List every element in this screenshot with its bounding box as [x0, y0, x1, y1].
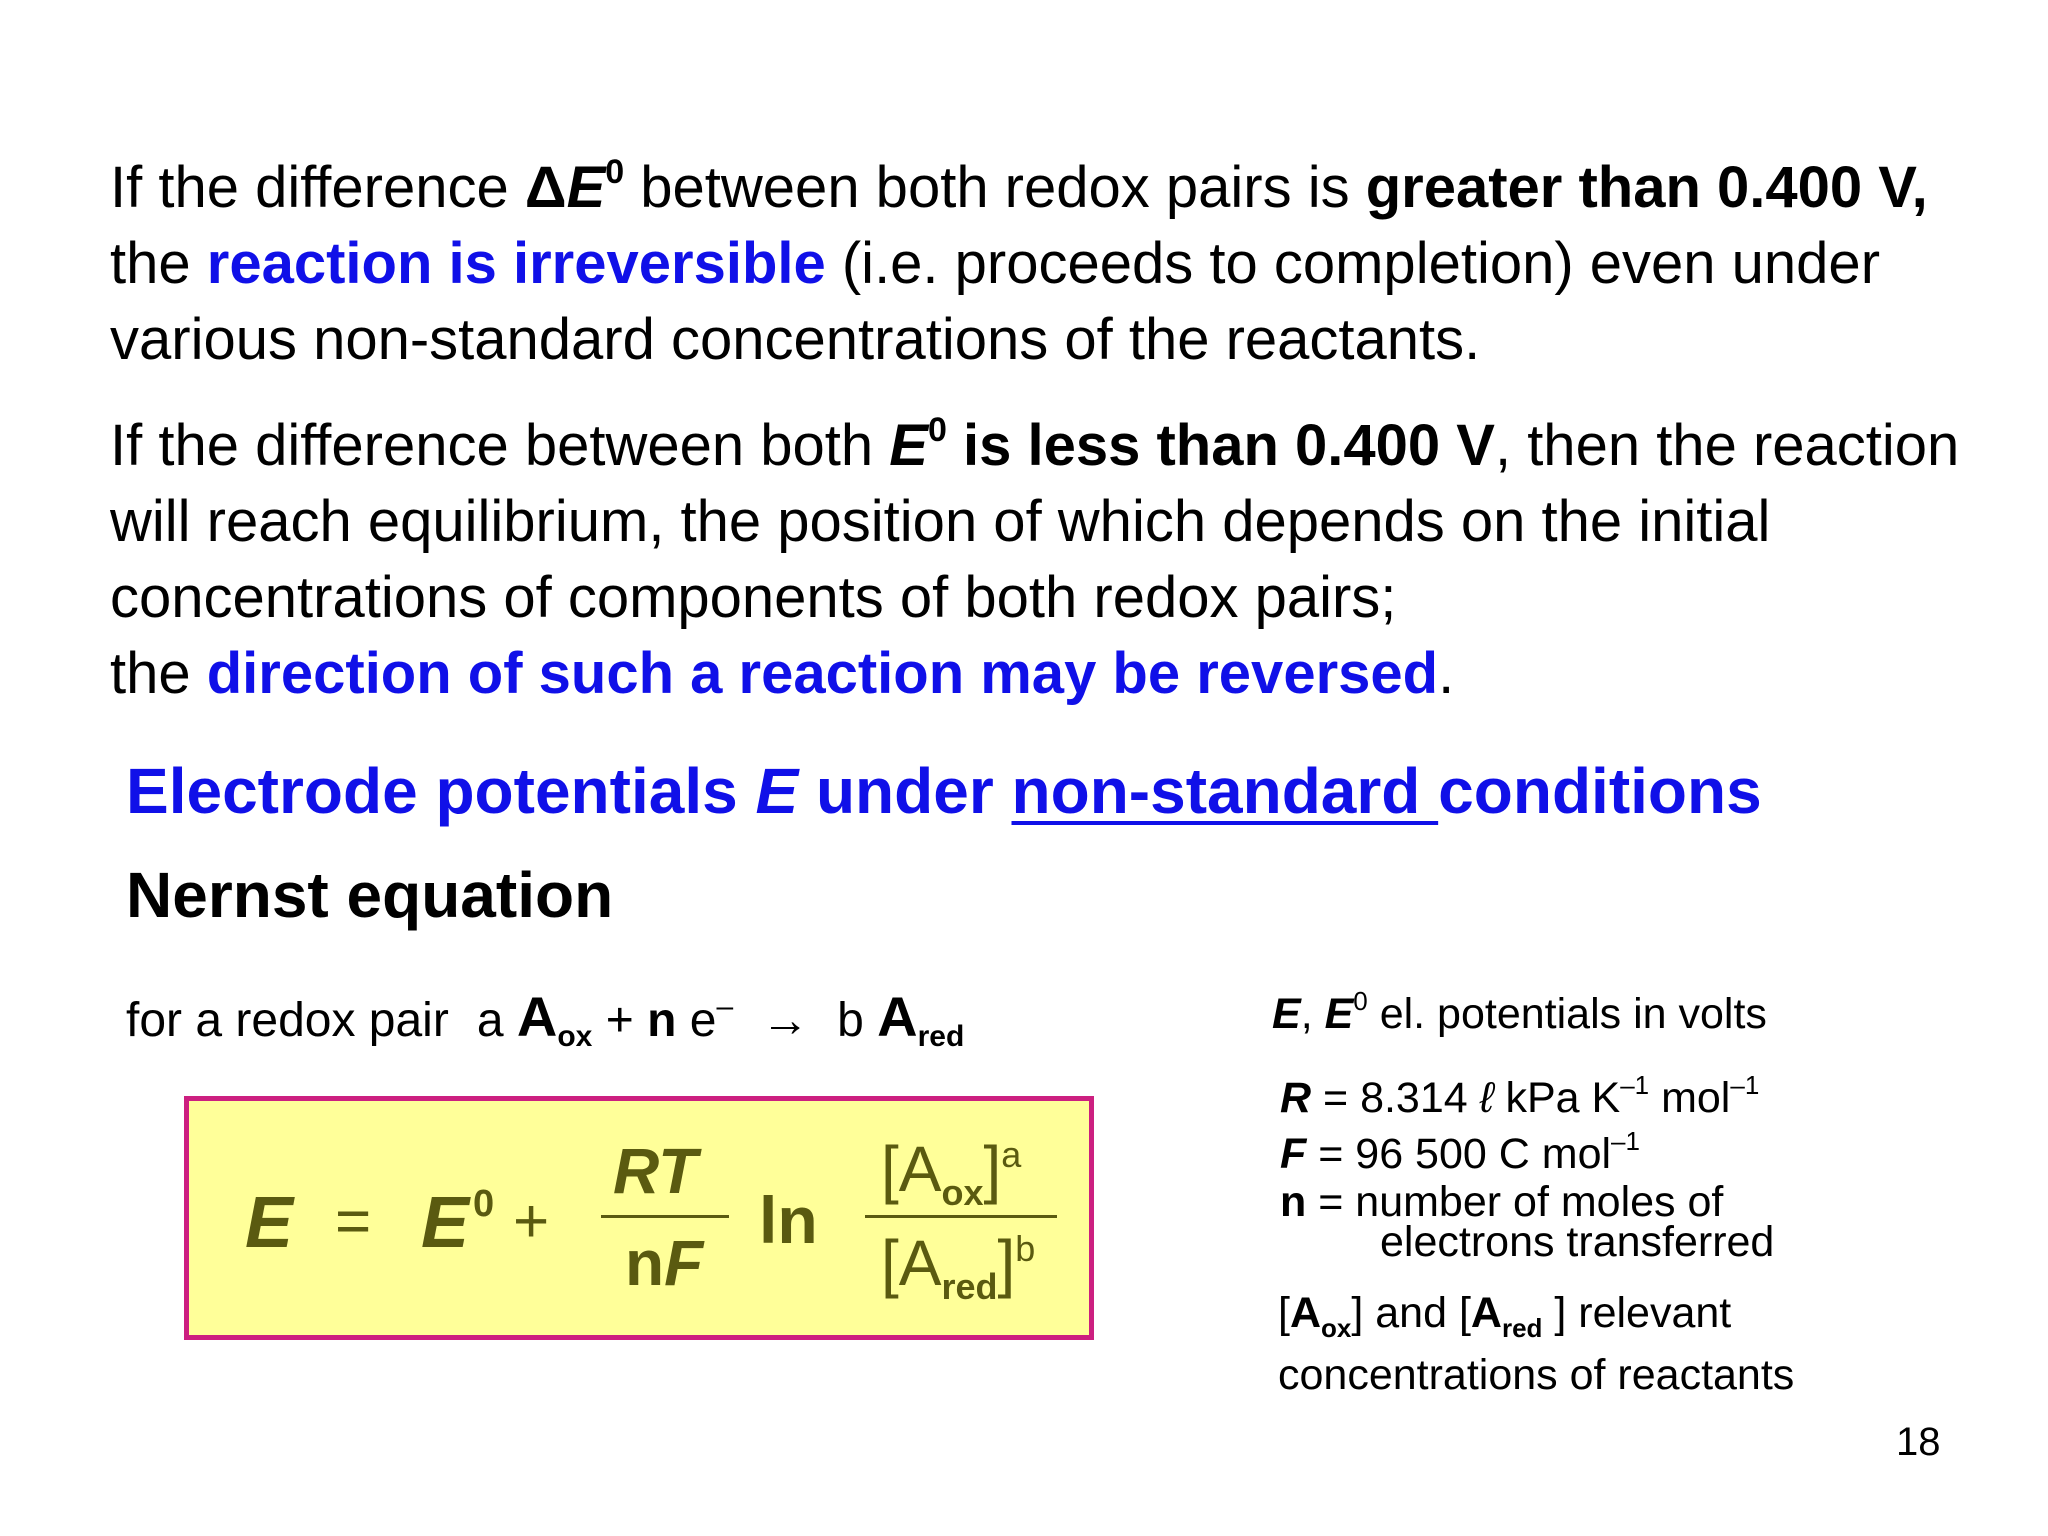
liter-symbol: ℓ: [1479, 1074, 1494, 1122]
p2-text-a: If the difference between both: [110, 413, 890, 478]
legend-comma: ,: [1300, 990, 1313, 1038]
legend-r-exp: –1: [1620, 1070, 1650, 1100]
legend-e: E: [1272, 990, 1301, 1038]
legend-n-text: = number of moles of: [1306, 1178, 1724, 1226]
formula-e: E: [245, 1183, 294, 1263]
p1-highlight: reaction is irreversible: [206, 231, 826, 296]
legend-n-symbol: n: [1280, 1178, 1307, 1226]
formula-plus: +: [513, 1187, 550, 1256]
num-bracket: [A: [881, 1133, 942, 1205]
conc-mid: ] and [: [1351, 1289, 1471, 1337]
coef-b: b: [837, 994, 864, 1047]
legend-zero: 0: [1353, 986, 1368, 1016]
formula-equals: =: [335, 1187, 372, 1256]
redox-lead: for a redox pair: [126, 994, 449, 1047]
legend-f-symbol: F: [1280, 1130, 1307, 1178]
conc-sub-ox: ox: [1321, 1313, 1352, 1343]
paragraph-irreversible: [110, 134, 2010, 378]
electron-charge: –: [716, 990, 734, 1023]
coef-a: a: [476, 994, 504, 1047]
conc-line2: concentrations of reactants: [1278, 1351, 1795, 1399]
legend-concentrations: [1278, 1282, 1794, 1406]
delta-symbol: Δ: [524, 155, 567, 220]
formula-n: n: [625, 1227, 665, 1299]
superscript-zero: 0: [605, 153, 625, 191]
fraction-bar-conc: [865, 1215, 1057, 1218]
p1-text-c: the: [110, 231, 207, 296]
formula-nf: [625, 1227, 704, 1299]
e-symbol: E: [566, 155, 606, 220]
electron-symbol: e: [689, 994, 717, 1047]
p1-text-d: (i.e. proceeds to completion) even under various non-standard concentrations of the reactants.: [110, 231, 1881, 372]
title-underlined: non-standard: [1011, 755, 1439, 827]
page-number: 18: [1896, 1420, 1941, 1464]
section-title: [126, 754, 1762, 828]
formula-rt: RT: [613, 1135, 698, 1207]
conc-bracket: [: [1278, 1289, 1290, 1337]
title-part: Electrode potentials: [126, 755, 756, 827]
formula-e0: E: [421, 1183, 470, 1263]
den-exp-b: b: [1015, 1228, 1036, 1269]
conc-a: A: [1289, 1289, 1322, 1337]
sub-ox: ox: [557, 1020, 593, 1053]
legend-r-unit-a: kPa K: [1493, 1074, 1621, 1122]
species-a: A: [516, 985, 558, 1048]
fraction-bar-rt: [601, 1215, 729, 1218]
p1-text-b: between both redox pairs is: [624, 155, 1366, 220]
conc-close: ] relevant: [1542, 1289, 1732, 1337]
redox-pair-line: [126, 984, 965, 1053]
num-exp-a: a: [1001, 1134, 1022, 1175]
legend-f: [1280, 1126, 1640, 1179]
conc-sub-red: red: [1501, 1313, 1543, 1343]
subtitle: Nernst equation: [126, 859, 614, 931]
legend-potentials-text: el. potentials in volts: [1367, 990, 1767, 1038]
formula-ln: ln: [759, 1183, 818, 1257]
formula-f: F: [664, 1227, 704, 1299]
title-e-symbol: E: [755, 755, 799, 827]
p2-text-b: , then the reaction will reach equilibrium, the position of which depends on the initial concentrations of components of both redox pairs;: [110, 413, 1960, 630]
n-symbol: n: [647, 994, 677, 1047]
nernst-formula-box: [184, 1096, 1094, 1340]
sub-red: red: [917, 1020, 965, 1053]
legend-r: [1280, 1070, 1760, 1123]
legend-potentials: [1272, 986, 1767, 1039]
e-symbol: E: [889, 413, 928, 478]
title-part: conditions: [1438, 755, 1762, 827]
p2-highlight: direction of such a reaction may be reversed: [206, 641, 1439, 706]
num-sub-ox: ox: [941, 1172, 984, 1213]
plus-sign: +: [605, 994, 634, 1047]
conc-a: A: [1470, 1289, 1502, 1337]
legend-r-symbol: R: [1280, 1074, 1312, 1122]
legend-n-cont: electrons transferred: [1380, 1218, 1775, 1266]
legend-n: [1280, 1178, 1775, 1266]
p2-text-c: the: [110, 641, 207, 706]
p1-bold-threshold: greater than 0.400 V,: [1365, 155, 1928, 220]
superscript-zero: 0: [927, 411, 947, 449]
legend-f-exp: –1: [1611, 1126, 1640, 1156]
formula-denominator: [881, 1227, 1036, 1307]
p2-text-d: .: [1438, 641, 1455, 706]
title-part: under: [798, 755, 1012, 827]
legend-e0: E: [1324, 990, 1354, 1038]
p1-text-a: If the difference: [110, 155, 525, 220]
legend-r-unit-b: mol: [1649, 1074, 1731, 1122]
p2-bold-threshold: is less than 0.400 V: [946, 413, 1495, 478]
den-bracket: [A: [881, 1227, 942, 1299]
num-close: ]: [983, 1133, 1002, 1205]
legend-f-value: = 96 500 C mol: [1306, 1130, 1612, 1178]
formula-numerator: [881, 1133, 1022, 1213]
formula-zero: 0: [473, 1183, 495, 1225]
arrow-icon: →: [761, 994, 810, 1047]
species-a: A: [877, 985, 918, 1048]
den-close: ]: [997, 1227, 1016, 1299]
paragraph-equilibrium: [110, 392, 2010, 712]
den-sub-red: red: [941, 1266, 998, 1307]
legend-r-value: = 8.314: [1311, 1074, 1480, 1122]
legend-r-exp: –1: [1730, 1070, 1760, 1100]
